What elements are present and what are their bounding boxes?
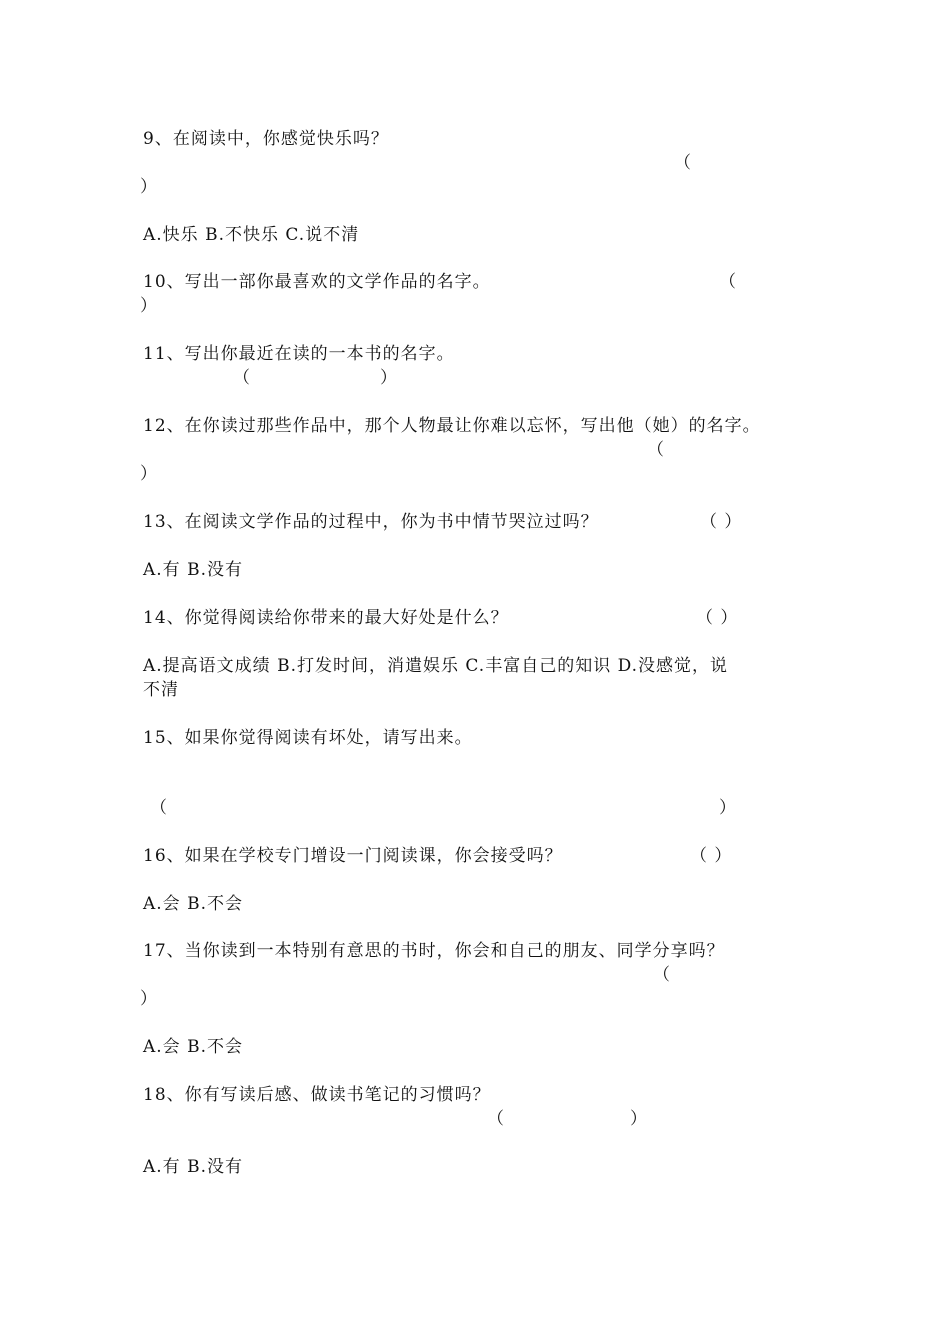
question-18-options: A.有 B.没有 [143, 1157, 243, 1177]
question-11-answer-paren-close: ） [380, 368, 398, 388]
question-15-answer-paren-close: ） [719, 798, 737, 818]
question-9-answer-paren-close: ） [140, 177, 158, 197]
question-12: 12、在你读过那些作品中，那个人物最让你难以忘怀，写出他（她）的名字。 [143, 416, 761, 436]
question-17-answer-paren-open: （ [653, 965, 671, 985]
question-13-options: A.有 B.没有 [143, 560, 243, 580]
question-14-answer-paren: （ ） [696, 608, 739, 628]
question-15: 15、如果你觉得阅读有坏处，请写出来。 [143, 728, 473, 748]
question-17-answer-paren-close: ） [140, 989, 158, 1009]
question-18-answer-paren-close: ） [630, 1109, 648, 1129]
question-11-answer-paren-open: （ [233, 368, 251, 388]
question-12-answer-paren-close: ） [140, 464, 158, 484]
question-17: 17、当你读到一本特别有意思的书时，你会和自己的朋友、同学分享吗？ [143, 941, 725, 961]
question-13: 13、在阅读文学作品的过程中，你为书中情节哭泣过吗？ [143, 512, 599, 532]
question-10-answer-paren-close: ） [140, 296, 158, 316]
question-18: 18、你有写读后感、做读书笔记的习惯吗？ [143, 1085, 491, 1105]
question-14: 14、你觉得阅读给你带来的最大好处是什么？ [143, 608, 509, 628]
question-9-options: A.快乐 B.不快乐 C.说不清 [143, 225, 360, 245]
question-15-answer-paren-open: （ [150, 798, 168, 818]
question-18-answer-paren-open: （ [487, 1109, 505, 1129]
question-10-answer-paren-open: （ [719, 272, 737, 292]
question-10: 10、写出一部你最喜欢的文学作品的名字。 [143, 272, 491, 292]
question-16-answer-paren: （ ） [690, 846, 733, 866]
question-11: 11、写出你最近在读的一本书的名字。 [143, 344, 455, 364]
question-14-options-line-1: A.提高语文成绩 B.打发时间，消遣娱乐 C.丰富自己的知识 D.没感觉，说 [143, 656, 729, 676]
question-9-answer-paren-open: （ [674, 153, 692, 173]
question-16: 16、如果在学校专门增设一门阅读课，你会接受吗？ [143, 846, 563, 866]
question-12-answer-paren-open: （ [647, 440, 665, 460]
question-14-options-line-2: 不清 [143, 680, 179, 700]
question-17-options: A.会 B.不会 [143, 1037, 243, 1057]
question-13-answer-paren: （ ） [700, 512, 743, 532]
question-9: 9、在阅读中，你感觉快乐吗？ [143, 129, 389, 149]
question-16-options: A.会 B.不会 [143, 894, 243, 914]
